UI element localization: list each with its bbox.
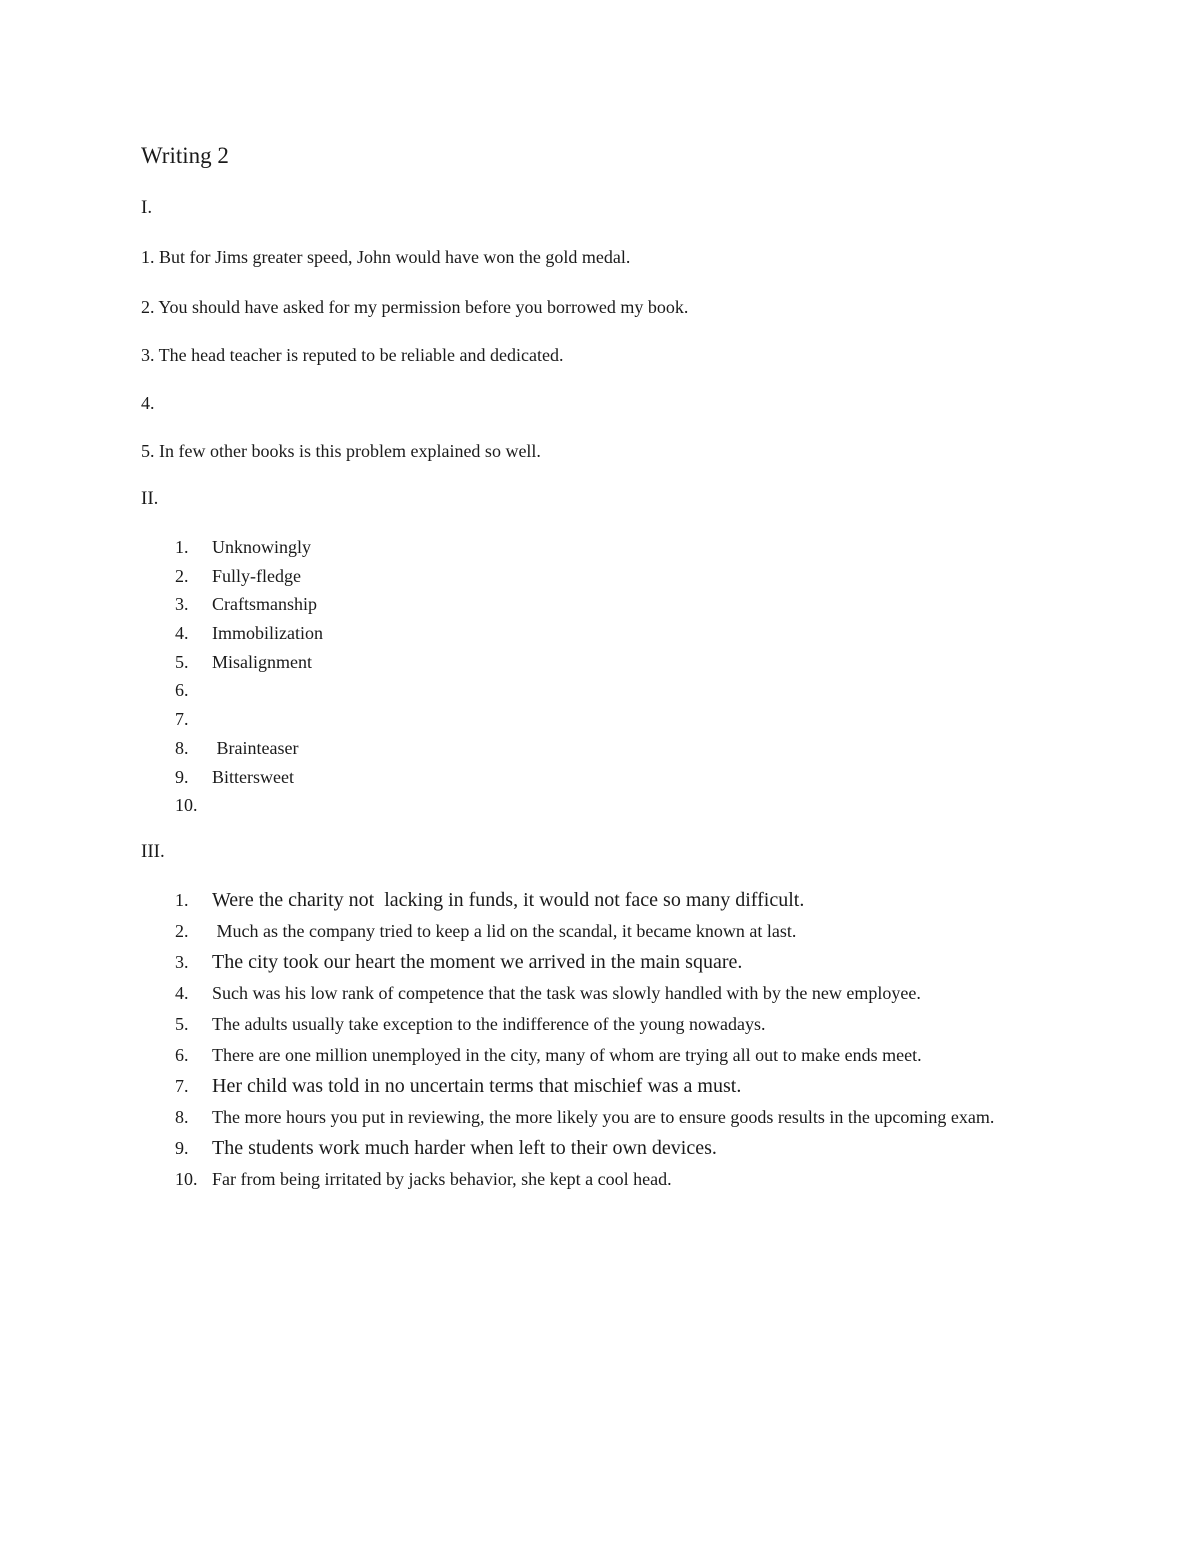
list-item xyxy=(141,1134,1041,1163)
list-item-text: The students work much harder when left to their own devices. xyxy=(212,1137,717,1159)
list-item xyxy=(141,1165,1041,1194)
document-title: Writing 2 xyxy=(141,143,229,168)
list-item-number: 8. xyxy=(175,1107,189,1127)
section-3-list xyxy=(141,886,1041,1196)
section-1-item-3: 3. The head teacher is reputed to be reliable and dedicated. xyxy=(141,345,564,365)
list-item-number: 6. xyxy=(175,680,189,701)
section-1-item-2: 2. You should have asked for my permission before you borrowed my book. xyxy=(141,297,689,317)
list-item-text: Much as the company tried to keep a lid on the scandal, it became known at last. xyxy=(212,921,797,941)
list-item-number: 6. xyxy=(175,1045,189,1065)
list-item xyxy=(141,676,1041,705)
list-item-text: Immobilization xyxy=(212,623,323,644)
list-item-number: 7. xyxy=(175,709,189,730)
list-item xyxy=(141,791,1041,820)
section-1-item-1: 1. But for Jims greater speed, John would have won the gold medal. xyxy=(141,247,631,267)
list-item xyxy=(141,1103,1041,1132)
list-item-text: Her child was told in no uncertain terms that mischief was a must. xyxy=(212,1075,742,1097)
list-item xyxy=(141,1072,1041,1101)
list-item-number: 10. xyxy=(175,1169,198,1189)
list-item-number: 10. xyxy=(175,795,198,816)
list-item xyxy=(141,648,1041,677)
list-item xyxy=(141,734,1041,763)
list-item xyxy=(141,533,1041,562)
list-item-text: There are one million unemployed in the city, many of whom are trying all out to make ends meet. xyxy=(212,1045,922,1065)
list-item-number: 4. xyxy=(175,623,189,644)
list-item-text: The more hours you put in reviewing, the more likely you are to ensure goods results in the upcoming exam. xyxy=(212,1107,995,1127)
section-2-heading: II. xyxy=(141,488,159,509)
section-3-heading: III. xyxy=(141,841,165,862)
list-item-text: The city took our heart the moment we arrived in the main square. xyxy=(212,951,743,973)
list-item-number: 9. xyxy=(175,766,189,787)
section-1-item-4: 4. xyxy=(141,393,155,413)
list-item-text: Craftsmanship xyxy=(212,594,317,615)
list-item-text: Bittersweet xyxy=(212,766,294,787)
list-item xyxy=(141,562,1041,591)
section-2-list xyxy=(141,533,1041,820)
list-item-number: 2. xyxy=(175,565,189,586)
list-item-number: 7. xyxy=(175,1076,189,1096)
list-item-number: 3. xyxy=(175,952,189,972)
list-item-text: Misalignment xyxy=(212,651,312,672)
list-item-text: Such was his low rank of competence that the task was slowly handled with by the new employee. xyxy=(212,983,921,1003)
list-item xyxy=(141,590,1041,619)
list-item-number: 5. xyxy=(175,1014,189,1034)
list-item-number: 1. xyxy=(175,890,189,910)
list-item xyxy=(141,1041,1041,1070)
list-item-number: 5. xyxy=(175,651,189,672)
list-item xyxy=(141,948,1041,977)
list-item-text: Unknowingly xyxy=(212,537,311,557)
list-item xyxy=(141,1010,1041,1039)
list-item-number: 8. xyxy=(175,737,189,758)
list-item-number: 4. xyxy=(175,983,189,1003)
section-1-heading: I. xyxy=(141,197,153,218)
list-item xyxy=(141,886,1041,915)
section-1-item-5: 5. In few other books is this problem explained so well. xyxy=(141,441,541,461)
list-item-text: Brainteaser xyxy=(212,737,299,758)
list-item-text: The adults usually take exception to the indifference of the young nowadays. xyxy=(212,1014,766,1034)
list-item-number: 3. xyxy=(175,594,189,615)
list-item-text: Were the charity not lacking in funds, it would not face so many difficult. xyxy=(212,889,805,911)
list-item-text: Fully-fledge xyxy=(212,565,301,586)
list-item xyxy=(141,917,1041,946)
list-item xyxy=(141,979,1041,1008)
list-item-text: Far from being irritated by jacks behavior, she kept a cool head. xyxy=(212,1169,672,1189)
list-item-number: 1. xyxy=(175,537,189,557)
list-item xyxy=(141,705,1041,734)
list-item xyxy=(141,763,1041,792)
list-item-number: 9. xyxy=(175,1138,189,1158)
list-item xyxy=(141,619,1041,648)
list-item-number: 2. xyxy=(175,921,189,941)
